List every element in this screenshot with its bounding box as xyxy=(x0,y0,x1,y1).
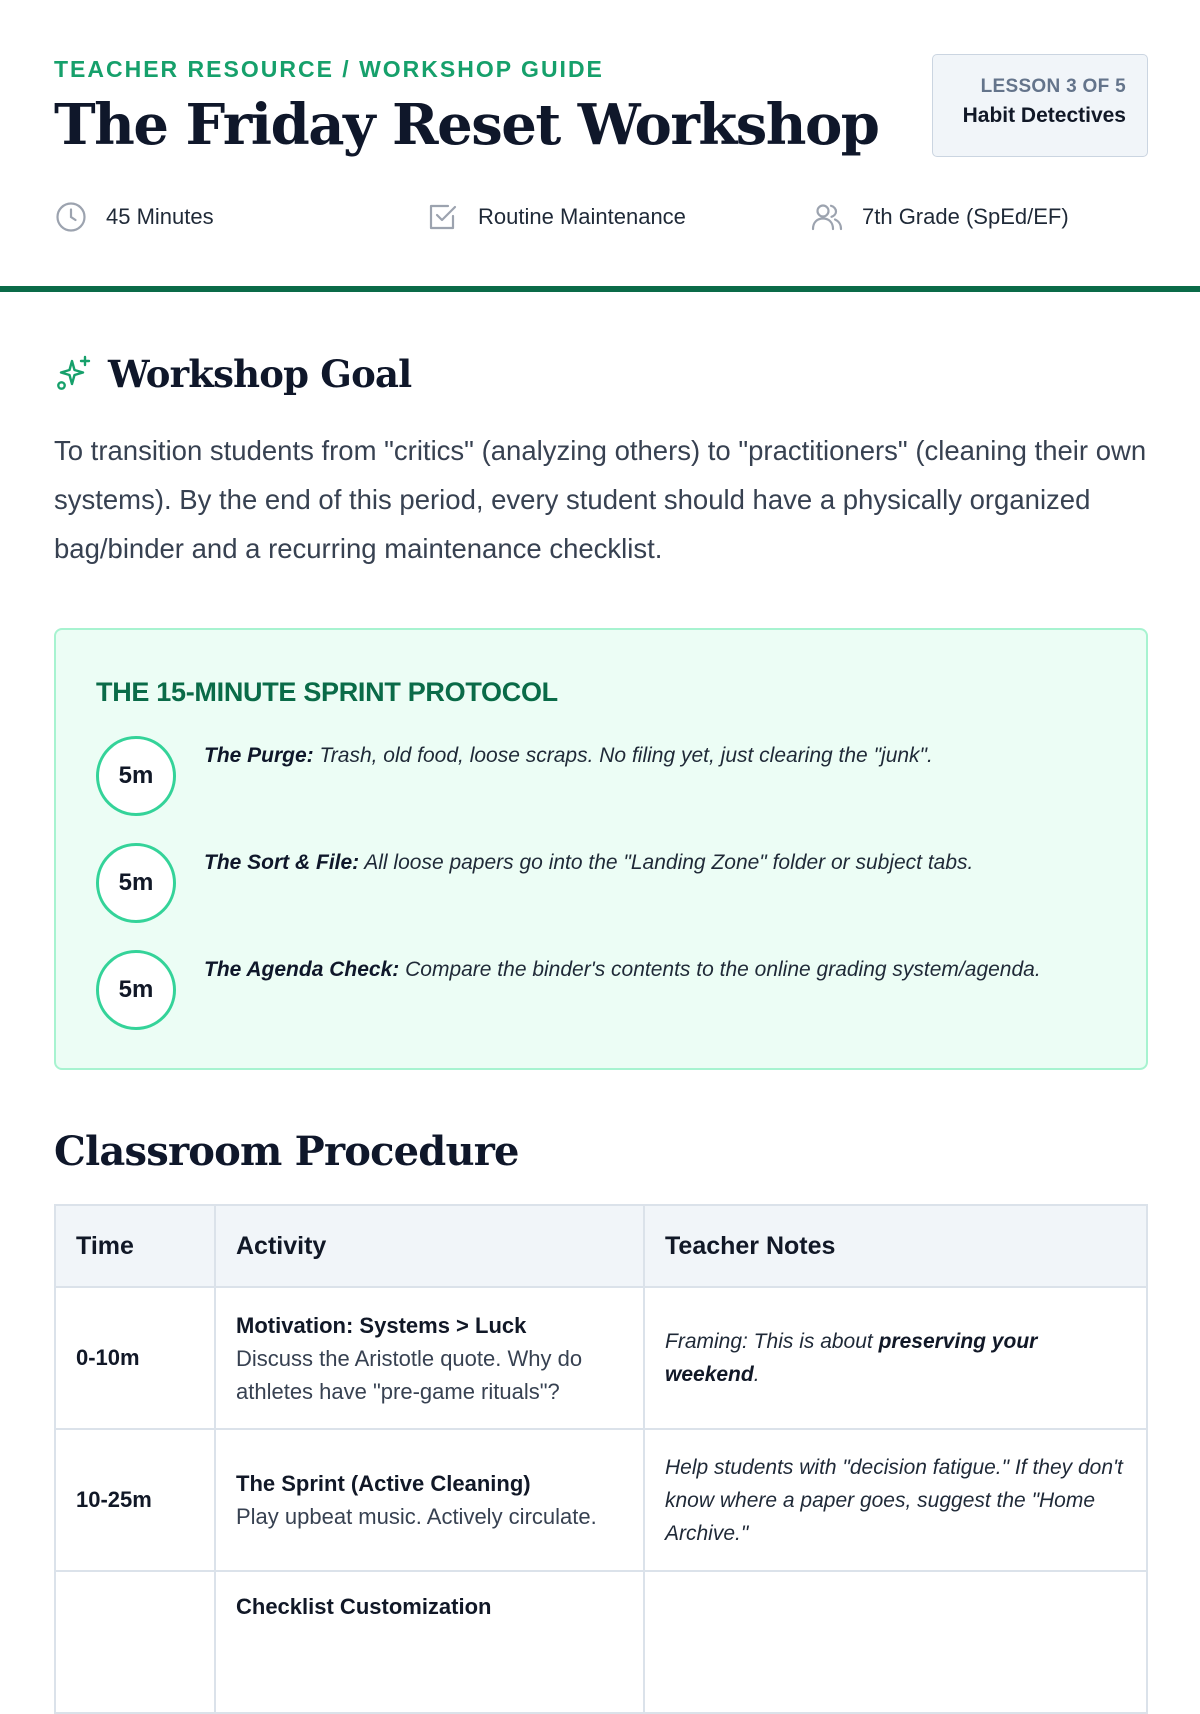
lesson-name: Habit Detectives xyxy=(962,104,1126,127)
activity-title: Checklist Customization xyxy=(236,1594,492,1619)
step-label: The Sort & File: xyxy=(204,851,360,874)
step-time-badge: 5m xyxy=(96,843,176,923)
column-header-time: Time xyxy=(55,1205,215,1287)
sparkles-icon xyxy=(54,354,94,394)
row-notes xyxy=(644,1287,1147,1429)
sprint-step xyxy=(96,736,1106,816)
sprint-protocol-card xyxy=(54,628,1148,1070)
meta-duration-label: 45 Minutes xyxy=(106,204,214,229)
sprint-step xyxy=(96,843,1106,923)
activity-body: Play upbeat music. Actively circulate. xyxy=(236,1504,597,1529)
row-time xyxy=(55,1571,215,1713)
page-title: The Friday Reset Workshop xyxy=(54,92,879,158)
row-activity xyxy=(215,1571,644,1713)
meta-grade-label: 7th Grade (SpEd/EF) xyxy=(862,204,1069,229)
header xyxy=(54,0,1148,288)
table-header-row xyxy=(55,1205,1147,1287)
teacher-note: Help students with "decision fatigue." If they don't know where a paper goes, suggest the "Home Archive." xyxy=(665,1455,1123,1545)
lesson-number: LESSON 3 OF 5 xyxy=(980,76,1126,97)
note-text: Framing: This is about xyxy=(665,1330,879,1353)
column-header-notes: Teacher Notes xyxy=(644,1205,1147,1287)
row-activity xyxy=(215,1429,644,1571)
meta-grade xyxy=(810,200,1069,234)
meta-duration xyxy=(54,200,214,234)
note-text-end: . xyxy=(753,1363,760,1386)
row-activity xyxy=(215,1287,644,1429)
sprint-title: THE 15-MINUTE SPRINT PROTOCOL xyxy=(96,677,558,707)
step-text xyxy=(204,953,1074,986)
lesson-badge xyxy=(932,54,1148,157)
checkbox-icon xyxy=(426,200,460,234)
row-time: 0-10m xyxy=(55,1287,215,1429)
goal-heading xyxy=(54,352,411,396)
breadcrumb: TEACHER RESOURCE / WORKSHOP GUIDE xyxy=(54,56,604,82)
procedure-title: Classroom Procedure xyxy=(54,1128,519,1175)
clock-icon xyxy=(54,200,88,234)
activity-title: The Sprint (Active Cleaning) xyxy=(236,1471,531,1496)
step-label: The Agenda Check: xyxy=(204,958,400,981)
activity-body: Discuss the Aristotle quote. Why do athletes have "pre-game rituals"? xyxy=(236,1345,583,1404)
goal-text: To transition students from "critics" (analyzing others) to "practitioners" (cleaning their own systems). By the end of this period, every student should have a physically organized bag/binder and a recurring maintenance checklist. xyxy=(54,435,1147,564)
row-time: 10-25m xyxy=(55,1429,215,1571)
row-notes xyxy=(644,1429,1147,1571)
meta-focus-label: Routine Maintenance xyxy=(478,204,686,229)
step-description: All loose papers go into the "Landing Zone" folder or subject tabs. xyxy=(359,851,974,874)
header-divider xyxy=(0,286,1200,292)
table-row xyxy=(55,1287,1147,1429)
step-description: Trash, old food, loose scraps. No filing yet, just clearing the "junk". xyxy=(313,744,933,767)
activity-title: Motivation: Systems > Luck xyxy=(236,1312,527,1338)
step-label: The Purge: xyxy=(204,744,314,767)
goal-title: Workshop Goal xyxy=(108,352,412,396)
step-description: Compare the binder's contents to the online grading system/agenda. xyxy=(399,958,1041,981)
column-header-activity: Activity xyxy=(215,1205,644,1287)
users-icon xyxy=(810,200,844,234)
note-emphasis: preserving your weekend xyxy=(665,1330,1038,1386)
procedure-table xyxy=(54,1204,1148,1714)
step-text xyxy=(204,846,1074,879)
step-time-badge: 5m xyxy=(96,736,176,816)
teacher-note xyxy=(665,1325,1126,1391)
sprint-step xyxy=(96,950,1106,1030)
step-text xyxy=(204,739,1074,772)
step-time-badge: 5m xyxy=(96,950,176,1030)
meta-focus xyxy=(426,200,686,234)
table-row xyxy=(55,1429,1147,1571)
row-notes xyxy=(644,1571,1147,1713)
table-row xyxy=(55,1571,1147,1713)
